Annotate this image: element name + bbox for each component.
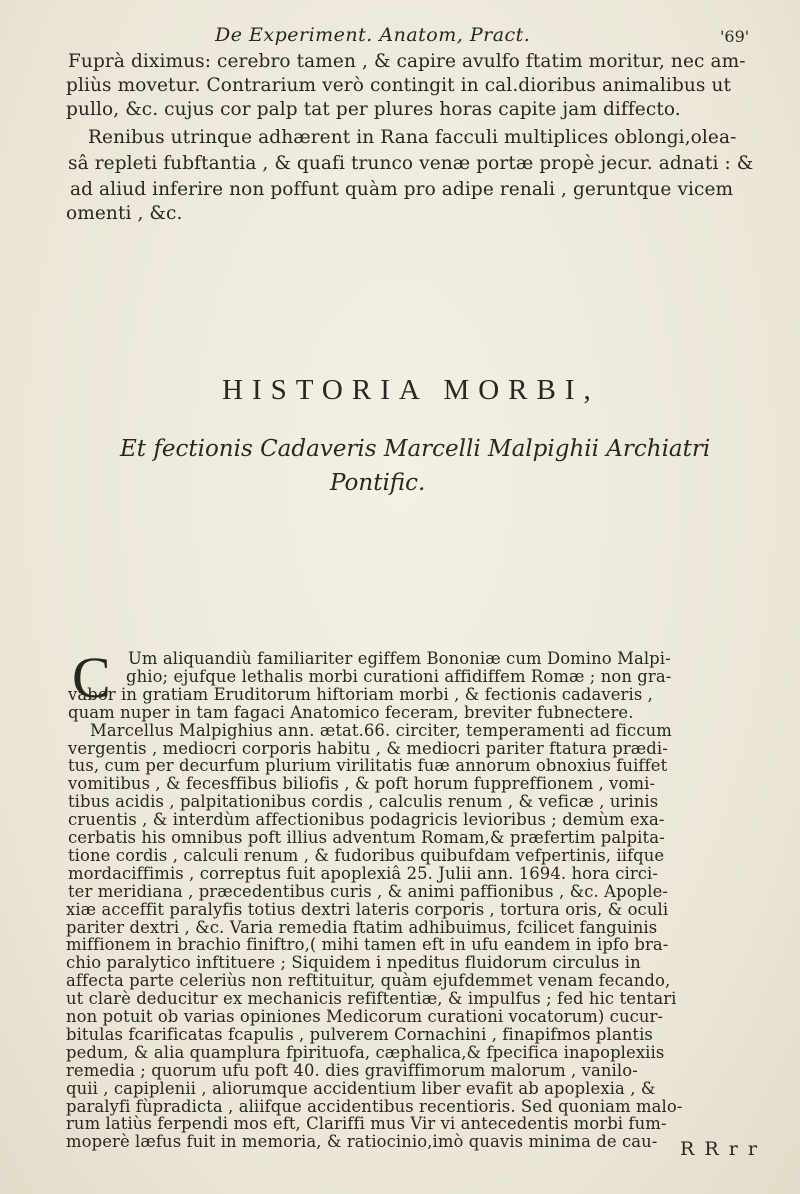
text-line: pedum, & alia quamplura fpirituofa, cæphalica,& fpecifica inapoplexiis [66, 1042, 665, 1062]
text-line: vergentis , mediocri corporis habitu , & mediocri pariter ftatura prædi- [68, 738, 668, 758]
text-line: omenti , &c. [66, 203, 183, 224]
text-line: pullo, &c. cujus cor palp tat per plures horas capite jam diffecto. [66, 99, 681, 120]
text-line: tus, cum per decurfum plurium virilitatis fuæ annorum obnoxius fuiffet [68, 756, 668, 776]
text-line: tibus acidis , palpitationibus cordis , calculis renum , & veficæ , urinis [68, 792, 659, 812]
text-line: chio paralytico inftituere ; Siquidem i npeditus fluidorum circulus in [66, 953, 641, 973]
text-line: Fuprà diximus: cerebro tamen , & capire avulfo ftatim moritur, nec am- [68, 51, 746, 72]
text-line: remedia ; quorum ufu poft 40. dies graviffimorum malorum , vanilo- [66, 1060, 638, 1080]
section-subtitle: Et fectionis Cadaveris Marcelli Malpighii Archiatri [120, 436, 711, 462]
text-line: cerbatis his omnibus poft illius adventum Romam,& præfertim palpita- [68, 828, 665, 847]
section-title: HISTORIA MORBI, [222, 374, 600, 406]
text-line: bitulas fcarificatas fcapulis , pulverem Cornachini , finapifmos plantis [66, 1024, 653, 1044]
section-subtitle-continued: Pontific. [330, 470, 426, 496]
text-line: miffionem in brachio finiftro,( mihi tamen eft in ufu eandem in ipfo bra- [66, 935, 669, 955]
text-line: Renibus utrinque adhærent in Rana facculi multiplices oblongi,olea- [88, 127, 737, 148]
text-line: Marcellus Malpighius ann. ætat.66. circiter, temperamenti ad ficcum [90, 720, 672, 740]
text-line: tione cordis , calculi renum , & fudoribus quibufdam vefpertinis, iifque [68, 845, 665, 865]
text-line: non potuit ob varias opiniones Medicorum curationi vocatorum) cucur- [66, 1007, 664, 1026]
running-head: De Experiment. Anatom, Pract. [215, 24, 531, 46]
text-line: affecta parte celeriùs non reftituitur, quàm ejufdemmet venam fecando, [66, 971, 671, 991]
page-number: '69' [720, 27, 750, 46]
text-line: pariter dextri , &c. Varia remedia ftatim adhibuimus, fcilicet fanguinis [66, 917, 658, 937]
text-line: vabor in gratiam Eruditorum hiftoriam morbi , & fectionis cadaveris , [68, 684, 653, 704]
text-line: sâ repleti fubftantia , & quafi trunco venæ portæ propè jecur. adnati : & [68, 153, 754, 174]
text-line: mordaciffimis , correptus fuit apoplexiâ 25. Julii ann. 1694. hora circi- [68, 863, 659, 883]
text-line: quii , capiplenii , aliorumque accidentium liber evafit ab apoplexia , & [66, 1078, 656, 1098]
text-line: ad aliud inferire non poffunt quàm pro adipe renali , geruntque vicem [70, 179, 734, 200]
text-line: Um aliquandiù familiariter egiffem Bononiæ cum Domino Malpi- [128, 649, 671, 668]
text-line: moperè læfus fuit in memoria, & ratiocinio,imò quavis minima de cau- [66, 1132, 658, 1152]
text-line: pliùs movetur. Contrarium verò contingit in cal.dioribus animalibus ut [66, 75, 732, 96]
text-line: cruentis , & interdùm affectionibus podagricis levioribus ; demùm exa- [68, 810, 665, 830]
text-line: xiæ acceffit paralyfis totius dextri lateris corporis , tortura oris, & oculi [66, 899, 669, 919]
text-line: ghio; ejufque lethalis morbi curationi affidiffem Romæ ; non gra- [126, 666, 672, 686]
text-line: quam nuper in tam fagaci Anatomico feceram, breviter fubnectere. [68, 702, 634, 722]
text-line: ut clarè deducitur ex mechanicis refiftentiæ, & impulfus ; fed hic tentari [66, 989, 677, 1009]
signature-mark: R R r r [680, 1138, 759, 1160]
text-line: rum latiùs ferpendi mos eft, Clariffi mus Vir vi antecedentis morbi fum- [66, 1114, 667, 1134]
drop-cap: C [72, 645, 111, 710]
text-line: ter meridiana , præcedentibus curis , & animi paffionibus , &c. Apople- [68, 881, 669, 901]
text-line: vomitibus , & fecesffibus biliofis , & poft horum fuppreffionem , vomi- [68, 774, 656, 794]
text-line: paralyfi fùpradicta , aliifque accidentibus recentioris. Sed quoniam malo- [66, 1096, 683, 1116]
